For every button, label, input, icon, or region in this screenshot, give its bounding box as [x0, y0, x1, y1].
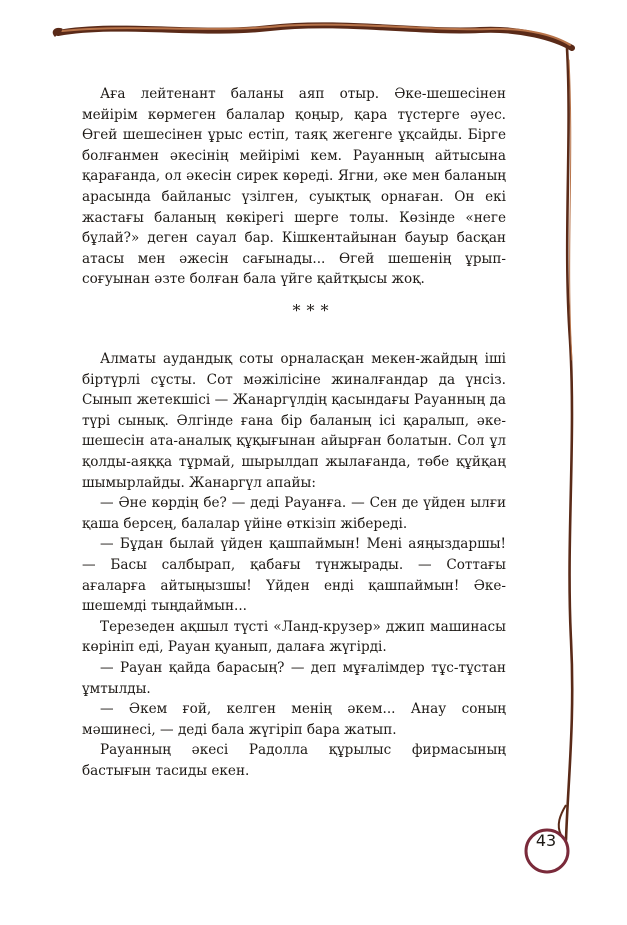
paragraph: — Бұдан былай үйден қашпаймын! Мені аяңыздаршы! — Басы салбырап, қабағы түнжырады. — Соттағы ағаларға айтыңызшы! Үйден енді қашпаймын! Әке-шешемді тыңдаймын...: [82, 536, 506, 615]
paragraph: — Әне көрдің бе? — деді Рауанға. — Сен де үйден ылғи қаша берсең, балалар үйіне өткізіп жібереді.: [82, 495, 506, 532]
page-number: 43: [535, 831, 557, 850]
paragraph: — Әкем ғой, келген менің әкем... Анау соның мәшинесі, — деді бала жүгіріп бара жатып.: [82, 701, 506, 738]
paragraph: Аға лейтенант баланы аяп отыр. Әке-шешесінен мейірім көрмеген балалар қоңыр, қара түстерге әуес. Өгей шешесінен ұрыс естіп, таяқ жегенге ұқсайды. Бірге болғанмен әкесінің мейірімі кем. Рауанның айтысына қарағанда, ол әкесін сирек көреді. Ягни, әке мен баланың арасында байланыс үзілген, суықтық орнаған. Он екі жастағы баланың көкірегі шерге толы. Көзінде «неге бұлай?» деген сауал бар. Кішкентайынан бауыр басқан атасы мен әжесін сағынады... Өгей шешенің ұрып-соғуынан әзте болған бала үйге қайтқысы жоқ.: [82, 86, 506, 288]
first-paragraph-block: [82, 84, 506, 290]
paragraph: Терезеден ақшыл түсті «Ланд-крузер» джип машинасы көрініп еді, Рауан қуанып, далаға жүгірді.: [82, 618, 506, 656]
paragraph: Алматы аудандық соты орналасқан мекен-жайдың іші біртүрлі сұсты. Сот мәжілісіне жиналғандар да үнсіз. Сынып жетекшісі — Жанаргүлдің қасындағы Рауанның да түрі сынық. Әлгінде ғана бір баланың ісі қаралып, әке-шешесін ата-аналық құқығынан айырған болатын. Сол ұл қолды-аяққа тұрмай, шырылдап жылағанда, төбе құйқаң шымырлайды. Жанаргүл апайы:: [82, 351, 506, 491]
second-section-block: [82, 349, 506, 781]
paragraph: Рауанның әкесі Радолла құрылыс фирмасының бастығын тасиды екен.: [82, 742, 506, 779]
section-separator: ***: [292, 301, 335, 320]
paragraph: — Рауан қайда барасың? — деп мұғалімдер тұс-тұстан ұмтылды.: [82, 659, 506, 697]
